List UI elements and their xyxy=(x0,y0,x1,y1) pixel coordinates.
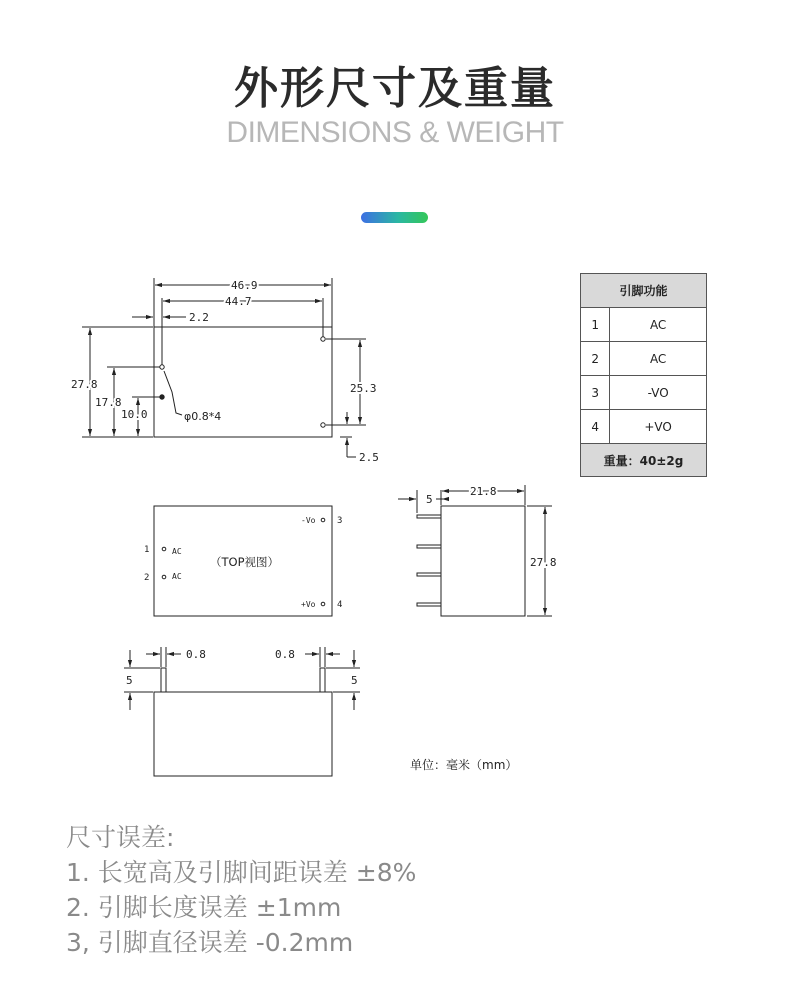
dim-2-5: 2.5 xyxy=(359,451,379,464)
table-row xyxy=(581,410,707,444)
tolerance-notes xyxy=(66,820,416,960)
side-dim-pin: 5 xyxy=(426,493,433,506)
dim-height-left: 27.8 xyxy=(71,378,98,391)
table-row xyxy=(581,308,707,342)
pin-function: AC xyxy=(610,342,707,376)
side-view-body xyxy=(441,506,525,616)
dim-25: 25.3 xyxy=(350,382,377,395)
page-subtitle: DIMENSIONS & WEIGHT xyxy=(226,116,564,149)
pin-number: 3 xyxy=(581,376,610,410)
dim-pin-span: 44.7 xyxy=(225,295,252,308)
tolerance-line-3: 3, 引脚直径误差 -0.2mm xyxy=(66,928,354,957)
front-dim-right-height: 5 xyxy=(351,674,358,687)
table-row xyxy=(581,342,707,376)
face-pin1-label: AC xyxy=(172,547,182,556)
face-pin2-label: AC xyxy=(172,572,182,581)
face-view-label: （TOP视图） xyxy=(210,555,280,569)
side-dim-height: 27.8 xyxy=(530,556,557,569)
dim-offset: 2.2 xyxy=(189,311,209,324)
pin-number: 2 xyxy=(581,342,610,376)
dim-10: 10.0 xyxy=(121,408,148,421)
dim-overall-width: 46.9 xyxy=(231,279,258,292)
dim-pin-diameter: φ0.8*4 xyxy=(184,410,222,423)
tolerance-line-2: 2. 引脚长度误差 ±1mm xyxy=(66,893,342,922)
dim-17: 17.8 xyxy=(95,396,122,409)
weight-cell: 重量：40±2g xyxy=(581,444,707,477)
face-pin4-number: 4 xyxy=(337,600,343,610)
pin-function: +VO xyxy=(610,410,707,444)
face-pin3-label: -Vo xyxy=(301,516,316,525)
pin-function: AC xyxy=(610,308,707,342)
unit-label: 单位：毫米（mm） xyxy=(410,758,518,772)
pin-table-header: 引脚功能 xyxy=(581,274,707,308)
face-pin2-number: 2 xyxy=(144,573,150,583)
tolerance-title: 尺寸误差: xyxy=(66,823,175,852)
face-pin4-label: +Vo xyxy=(301,600,316,609)
front-dim-left-height: 5 xyxy=(126,674,133,687)
pin-function: -VO xyxy=(610,376,707,410)
face-pin3-number: 3 xyxy=(337,516,343,526)
tolerance-line-1: 1. 长宽高及引脚间距误差 ±8% xyxy=(66,858,417,887)
front-view-body xyxy=(154,692,332,776)
table-row xyxy=(581,376,707,410)
page-title: 外形尺寸及重量 xyxy=(234,63,556,114)
pin-number: 4 xyxy=(581,410,610,444)
pin-function-table xyxy=(580,273,707,477)
face-pin1-number: 1 xyxy=(144,545,150,555)
front-dim-right-width: 0.8 xyxy=(275,648,295,661)
front-dim-left-width: 0.8 xyxy=(186,648,206,661)
pin-number: 1 xyxy=(581,308,610,342)
top-view-body xyxy=(154,327,332,437)
side-dim-depth: 21.8 xyxy=(470,485,497,498)
